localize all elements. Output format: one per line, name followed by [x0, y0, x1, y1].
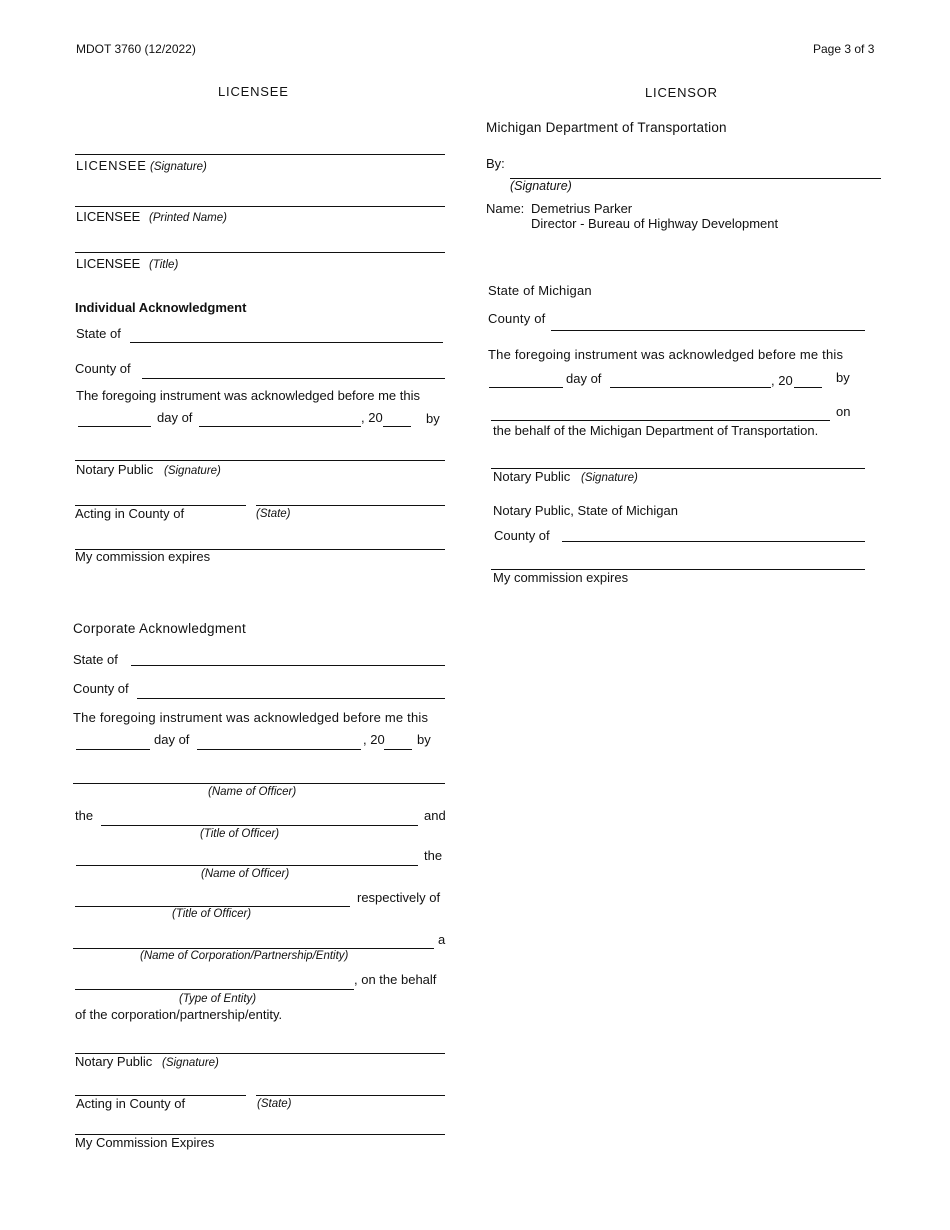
licensee-title: LICENSEE: [218, 84, 289, 99]
licensor-year-line[interactable]: [794, 387, 822, 388]
corp-the-1: the: [75, 808, 94, 823]
ind-comma-20: , 20: [361, 410, 383, 425]
ind-acting-county-label: Acting in County of: [75, 506, 185, 521]
licensor-on: on: [836, 404, 851, 419]
ind-day-of-label: day of: [157, 410, 193, 425]
corp-entity-type-line[interactable]: [75, 989, 354, 990]
corp-comma-20: , 20: [363, 732, 385, 747]
corp-day-line[interactable]: [76, 749, 150, 750]
licensor-foregoing-text: The foregoing instrument was acknowledged before me this: [488, 347, 844, 362]
licensor-county-of-2-label: County of: [494, 528, 550, 543]
licensor-county-of-line[interactable]: [551, 330, 865, 331]
corp-the-2: the: [424, 848, 443, 863]
licensor-name-value: Demetrius Parker: [531, 201, 633, 216]
licensor-day-line[interactable]: [489, 387, 563, 388]
ind-notary-hint: (Signature): [164, 465, 221, 477]
corp-officer-title-hint-1: (Title of Officer): [200, 828, 280, 840]
corp-notary-hint: (Signature): [162, 1057, 219, 1069]
corp-on-behalf: , on the behalf: [354, 972, 437, 987]
licensor-signature-hint: (Signature): [510, 179, 572, 193]
ind-state-of-label: State of: [76, 326, 121, 341]
corp-officer-title-hint-2: (Title of Officer): [172, 908, 252, 920]
ind-state-hint: (State): [256, 508, 291, 520]
individual-ack-heading: Individual Acknowledgment: [75, 300, 247, 315]
ind-state-of-line[interactable]: [130, 342, 443, 343]
ind-month-line[interactable]: [199, 426, 361, 427]
corp-notary-label: Notary Public: [75, 1054, 153, 1069]
licensor-position: Director - Bureau of Highway Development: [531, 216, 779, 231]
licensee-printed-label: LICENSEE: [76, 209, 141, 224]
licensor-by-label: By:: [486, 156, 505, 171]
form-id: MDOT 3760 (12/2022): [76, 42, 196, 56]
licensor-notary-hint: (Signature): [581, 472, 638, 484]
corp-entity-name-hint: (Name of Corporation/Partnership/Entity): [140, 950, 349, 962]
corp-a: a: [438, 932, 446, 947]
ind-county-of-line[interactable]: [142, 378, 445, 379]
licensor-county-of-2-line[interactable]: [562, 541, 865, 542]
corp-state-hint: (State): [257, 1098, 292, 1110]
corp-day-of-label: day of: [154, 732, 190, 747]
corp-and: and: [424, 808, 446, 823]
licensor-county-of-label: County of: [488, 311, 546, 326]
ind-day-line[interactable]: [78, 426, 151, 427]
licensor-day-of-label: day of: [566, 371, 602, 386]
licensor-behalf-text: the behalf of the Michigan Department of Transportation.: [493, 423, 819, 438]
corp-of-corporation: of the corporation/partnership/entity.: [75, 1007, 283, 1022]
licensor-month-line[interactable]: [610, 387, 771, 388]
corp-state-of-line[interactable]: [131, 665, 445, 666]
licensee-signature-label: LICENSEE: [76, 158, 147, 173]
licensor-commission-label: My commission expires: [493, 570, 629, 585]
licensor-org: Michigan Department of Transportation: [486, 120, 727, 135]
licensor-title: LICENSOR: [645, 85, 718, 100]
page-number: Page 3 of 3: [813, 42, 875, 56]
corp-acting-county-label: Acting in County of: [76, 1096, 186, 1111]
ind-year-line[interactable]: [383, 426, 411, 427]
corp-county-of-label: County of: [73, 681, 129, 696]
corp-state-of-label: State of: [73, 652, 118, 667]
corporate-ack-heading: Corporate Acknowledgment: [73, 621, 247, 636]
corp-officer-name-hint-2: (Name of Officer): [201, 868, 290, 880]
corp-county-of-line[interactable]: [137, 698, 445, 699]
licensor-name-of-person-line[interactable]: [491, 420, 830, 421]
corp-commission-label: My Commission Expires: [75, 1135, 215, 1150]
corp-respectively-of: respectively of: [357, 890, 441, 905]
licensee-printed-hint: (Printed Name): [149, 212, 227, 224]
ind-notary-signature-line[interactable]: [75, 460, 445, 461]
corp-entity-type-hint: (Type of Entity): [179, 993, 257, 1005]
corp-month-line[interactable]: [197, 749, 361, 750]
ind-foregoing-text: The foregoing instrument was acknowledged before me this: [76, 388, 420, 403]
licensor-state-of-michigan: State of Michigan: [488, 283, 592, 298]
ind-county-of-label: County of: [75, 361, 131, 376]
licensee-title-label: LICENSEE: [76, 256, 141, 271]
corp-by-label: by: [417, 732, 431, 747]
corp-foregoing-text: The foregoing instrument was acknowledged before me this: [73, 710, 429, 725]
corp-year-line[interactable]: [384, 749, 412, 750]
corp-officer-name-hint-1: (Name of Officer): [208, 786, 297, 798]
ind-by-label: by: [426, 411, 440, 426]
licensee-signature-hint: (Signature): [150, 161, 207, 173]
licensor-notary-state: Notary Public, State of Michigan: [493, 503, 678, 518]
licensor-name-label: Name:: [486, 201, 525, 216]
licensee-signature-line[interactable]: [75, 154, 445, 155]
ind-notary-label: Notary Public: [76, 462, 154, 477]
licensor-comma-20: , 20: [771, 373, 793, 388]
ind-commission-label: My commission expires: [75, 549, 211, 564]
licensor-by-word: by: [836, 370, 850, 385]
licensee-title-line[interactable]: [75, 252, 445, 253]
licensee-title-hint: (Title): [149, 259, 179, 271]
licensee-printed-name-line[interactable]: [75, 206, 445, 207]
licensor-notary-label: Notary Public: [493, 469, 571, 484]
